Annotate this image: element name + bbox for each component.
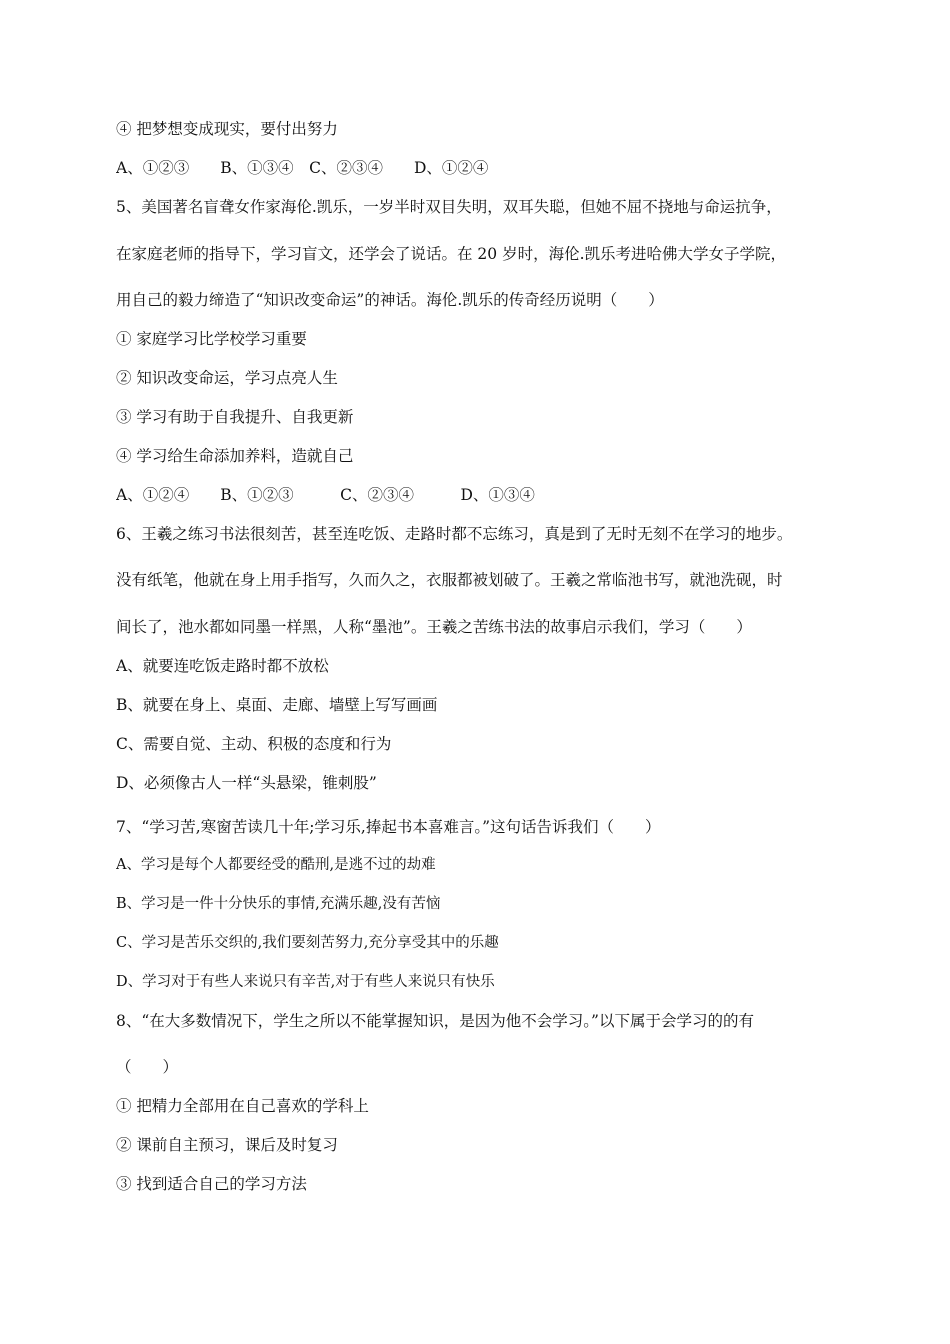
- statement-line: ③ 学习有助于自我提升、自我更新: [116, 408, 354, 426]
- question-8-line: （ ）: [116, 1058, 179, 1076]
- statement-line: ③ 找到适合自己的学习方法: [116, 1175, 307, 1193]
- statement-line: ① 家庭学习比学校学习重要: [116, 330, 307, 348]
- question-7-line: 7、“学习苦,寒窗苦读几十年;学习乐,捧起书本喜难言。”这句话告诉我们（ ）: [116, 818, 661, 836]
- text-line: ④ 把梦想变成现实，要付出努力: [116, 120, 338, 138]
- option-line: A、就要连吃饭走路时都不放松: [116, 657, 329, 675]
- question-5-line: 用自己的毅力缔造了“知识改变命运”的神话。海伦.凯乐的传奇经历说明（ ）: [116, 291, 664, 309]
- statement-line: ② 知识改变命运，学习点亮人生: [116, 369, 338, 387]
- question-5-line: 5、美国著名盲聋女作家海伦.凯乐，一岁半时双目失明，双耳失聪，但她不屈不挠地与命运抗争，: [116, 198, 782, 216]
- option-line: A、学习是每个人都要经受的酷刑,是逃不过的劫难: [116, 857, 436, 873]
- answer-options-line: A、①②④ B、①②③ C、②③④ D、①③④: [116, 486, 535, 504]
- statement-line: ① 把精力全部用在自己喜欢的学科上: [116, 1097, 369, 1115]
- question-6-line: 6、王羲之练习书法很刻苦，甚至连吃饭、走路时都不忘练习，真是到了无时无刻不在学习的地步。: [116, 525, 793, 543]
- option-line: B、学习是一件十分快乐的事情,充满乐趣,没有苦恼: [116, 896, 441, 912]
- question-6-line: 间长了，池水都如同墨一样黑，人称“墨池”。王羲之苦练书法的故事启示我们，学习（ ）: [116, 618, 752, 636]
- option-line: C、学习是苦乐交织的,我们要刻苦努力,充分享受其中的乐趣: [116, 935, 499, 951]
- question-8-line: 8、“在大多数情况下，学生之所以不能掌握知识，是因为他不会学习。”以下属于会学习的的有: [116, 1012, 754, 1030]
- statement-line: ② 课前自主预习，课后及时复习: [116, 1136, 338, 1154]
- option-line: D、学习对于有些人来说只有辛苦,对于有些人来说只有快乐: [116, 974, 495, 990]
- question-5-line: 在家庭老师的指导下，学习盲文，还学会了说话。在 20 岁时，海伦.凯乐考进哈佛大学女子学院，: [116, 245, 787, 263]
- answer-options-line: A、①②③ B、①③④ C、②③④ D、①②④: [116, 159, 489, 177]
- option-line: D、必须像古人一样“头悬梁，锥刺股”: [116, 774, 377, 792]
- option-line: C、需要自觉、主动、积极的态度和行为: [116, 735, 392, 753]
- question-6-line: 没有纸笔，他就在身上用手指写，久而久之，衣服都被划破了。王羲之常临池书写，就池洗砚，时: [116, 571, 783, 589]
- option-line: B、就要在身上、桌面、走廊、墙壁上写写画画: [116, 696, 438, 714]
- statement-line: ④ 学习给生命添加养料，造就自己: [116, 447, 354, 465]
